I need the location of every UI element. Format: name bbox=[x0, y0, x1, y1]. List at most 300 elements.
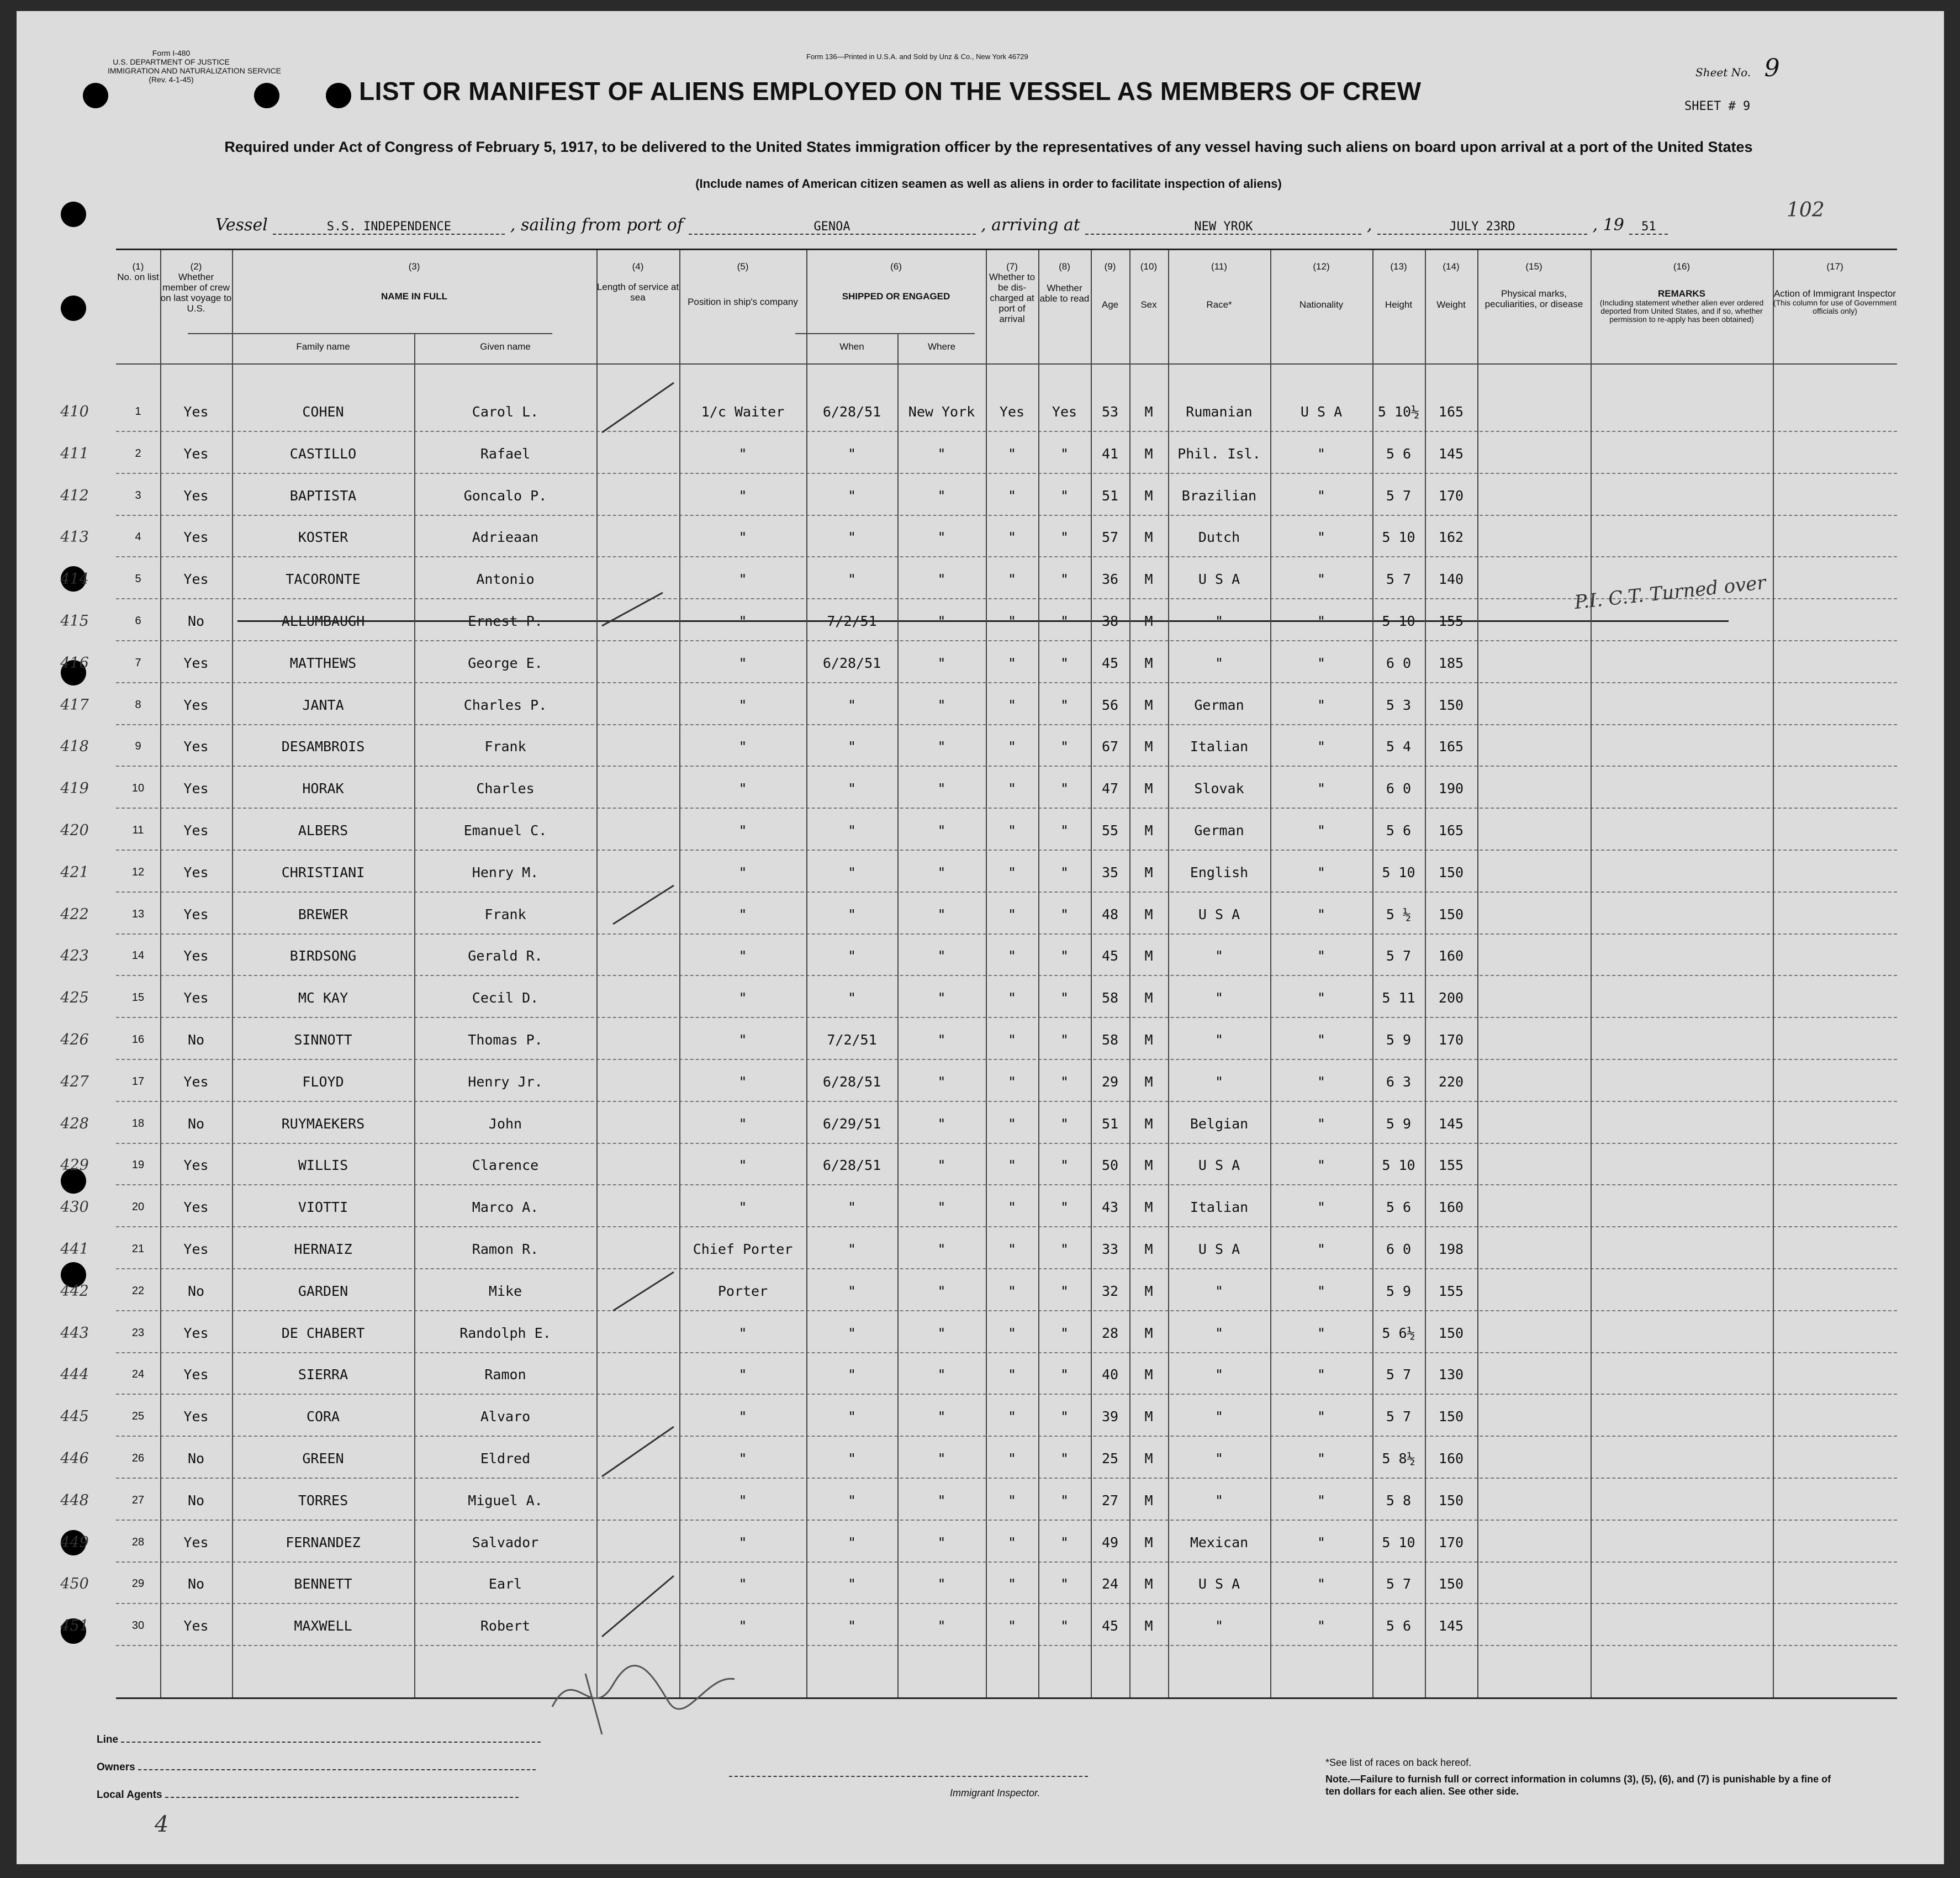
table-row bbox=[60, 852, 1897, 893]
row-number-cell: 5 bbox=[135, 573, 141, 585]
family-name-cell: COHEN bbox=[302, 404, 344, 420]
table-row bbox=[60, 810, 1897, 851]
row-rule bbox=[116, 1562, 1897, 1563]
row-rule bbox=[116, 1645, 1897, 1646]
sex-cell: M bbox=[1144, 571, 1153, 588]
table-row bbox=[60, 1186, 1897, 1228]
table-row bbox=[60, 391, 1897, 432]
last-voyage-cell: Yes bbox=[183, 1618, 209, 1634]
sex-cell: M bbox=[1144, 990, 1153, 1006]
position-cell: Porter bbox=[717, 1283, 768, 1299]
handwritten-signature bbox=[541, 1640, 751, 1751]
position-cell: " bbox=[738, 1618, 747, 1634]
race-cell: " bbox=[1214, 1450, 1224, 1466]
shipped-where-cell: " bbox=[937, 1241, 946, 1257]
able-to-read-cell: " bbox=[1060, 1450, 1069, 1466]
height-cell: 5 10 bbox=[1382, 529, 1415, 546]
sheet-stamp: SHEET # 9 bbox=[1684, 99, 1751, 113]
discharged-cell: " bbox=[1007, 571, 1017, 588]
row-rule bbox=[116, 640, 1897, 641]
table-row bbox=[60, 475, 1897, 516]
last-voyage-cell: No bbox=[187, 613, 205, 629]
margin-list-number: 441 bbox=[60, 1241, 89, 1258]
given-name-cell: Miguel A. bbox=[468, 1492, 543, 1508]
revision: (Rev. 4-1-45) bbox=[149, 75, 194, 84]
given-name-cell: Charles bbox=[476, 780, 535, 797]
shipped-where-cell: " bbox=[937, 780, 946, 797]
race-cell: Mexican bbox=[1190, 1534, 1249, 1550]
shipped-where-cell: " bbox=[937, 697, 946, 713]
family-name-cell: ALBERS bbox=[298, 822, 348, 838]
col-header-3-given: Given name bbox=[480, 341, 531, 352]
punch-hole bbox=[83, 83, 108, 108]
race-cell: Dutch bbox=[1198, 529, 1240, 546]
position-cell: " bbox=[738, 487, 747, 504]
race-cell: " bbox=[1214, 1325, 1224, 1341]
weight-cell: 150 bbox=[1438, 1408, 1464, 1425]
row-rule bbox=[116, 1310, 1897, 1311]
position-cell: 1/c Waiter bbox=[701, 404, 785, 420]
able-to-read-cell: " bbox=[1060, 906, 1069, 922]
weight-cell: 155 bbox=[1438, 613, 1464, 629]
able-to-read-cell: " bbox=[1060, 948, 1069, 964]
last-voyage-cell: Yes bbox=[183, 1157, 209, 1174]
shipped-when-cell: " bbox=[847, 1450, 857, 1466]
race-cell: German bbox=[1194, 697, 1244, 713]
family-name-cell: BIRDSONG bbox=[289, 948, 357, 964]
height-cell: 5 10 bbox=[1382, 1157, 1415, 1174]
col-header-6: (6) SHIPPED OR ENGAGED bbox=[842, 261, 950, 302]
position-cell: " bbox=[738, 990, 747, 1006]
handwritten-remark: P.I. C.T. Turned over bbox=[1573, 571, 1767, 614]
position-cell: " bbox=[738, 780, 747, 797]
age-cell: 38 bbox=[1101, 613, 1119, 629]
able-to-read-cell: Yes bbox=[1052, 404, 1077, 420]
given-name-cell: Salvador bbox=[472, 1534, 539, 1550]
sex-cell: M bbox=[1144, 613, 1153, 629]
sex-cell: M bbox=[1144, 404, 1153, 420]
last-voyage-cell: Yes bbox=[183, 1367, 209, 1383]
nationality-cell: " bbox=[1317, 487, 1326, 504]
column-rule bbox=[897, 333, 899, 1697]
nationality-cell: " bbox=[1317, 780, 1326, 797]
discharged-cell: " bbox=[1007, 1115, 1017, 1132]
given-name-cell: Gerald R. bbox=[468, 948, 543, 964]
age-cell: 45 bbox=[1101, 655, 1119, 671]
age-cell: 28 bbox=[1101, 1325, 1119, 1341]
row-rule bbox=[116, 1101, 1897, 1102]
given-name-cell: Cecil D. bbox=[472, 990, 539, 1006]
row-number-cell: 13 bbox=[131, 908, 145, 920]
shipped-where-cell: " bbox=[937, 1157, 946, 1174]
given-name-cell: Frank bbox=[484, 738, 526, 755]
sex-cell: M bbox=[1144, 738, 1153, 755]
sex-cell: M bbox=[1144, 1032, 1153, 1048]
shipped-when-cell: " bbox=[847, 697, 857, 713]
shipped-when-cell: " bbox=[847, 487, 857, 504]
table-row bbox=[60, 935, 1897, 977]
height-cell: 5 6½ bbox=[1382, 1325, 1415, 1341]
discharged-cell: " bbox=[1007, 1157, 1017, 1174]
position-cell: " bbox=[738, 571, 747, 588]
able-to-read-cell: " bbox=[1060, 1283, 1069, 1299]
col-header-2: (2) Whether member of crew on last voyage to U.S. bbox=[160, 261, 232, 314]
race-cell: " bbox=[1214, 1032, 1224, 1048]
sex-cell: M bbox=[1144, 1283, 1153, 1299]
weight-cell: 165 bbox=[1438, 822, 1464, 838]
row-number-cell: 18 bbox=[131, 1117, 145, 1130]
weight-cell: 155 bbox=[1438, 1283, 1464, 1299]
row-number-cell: 20 bbox=[131, 1201, 145, 1214]
weight-cell: 198 bbox=[1438, 1241, 1464, 1257]
shipped-where-cell: " bbox=[937, 1367, 946, 1383]
discharged-cell: " bbox=[1007, 1032, 1017, 1048]
height-cell: 6 0 bbox=[1386, 1241, 1412, 1257]
penalty-note: Note.—Failure to furnish full or correct information in columns (3), (5), (6), and (7) is punishable by a fine of ten dollars for each alien. See other side. bbox=[1325, 1774, 1831, 1797]
service: IMMIGRATION AND NATURALIZATION SERVICE bbox=[108, 66, 281, 75]
weight-cell: 170 bbox=[1438, 487, 1464, 504]
discharged-cell: " bbox=[1007, 1534, 1017, 1550]
sheet-number bbox=[1695, 54, 1780, 82]
inspector-label: Immigrant Inspector. bbox=[950, 1787, 1040, 1798]
footer-line bbox=[97, 1732, 541, 1746]
column-rule bbox=[1270, 250, 1271, 1697]
row-number-cell: 8 bbox=[135, 698, 141, 711]
shipped-where-cell: New York bbox=[908, 404, 975, 420]
row-number-cell: 29 bbox=[131, 1578, 145, 1590]
weight-cell: 130 bbox=[1438, 1367, 1464, 1383]
age-cell: 58 bbox=[1101, 1032, 1119, 1048]
shipped-where-cell: " bbox=[937, 738, 946, 755]
sex-cell: M bbox=[1144, 1618, 1153, 1634]
margin-list-number: 444 bbox=[60, 1366, 89, 1384]
shipped-where-cell: " bbox=[937, 1199, 946, 1216]
column-rule bbox=[1129, 250, 1130, 1697]
shipped-where-cell: " bbox=[937, 1576, 946, 1592]
margin-list-number: 411 bbox=[60, 445, 89, 462]
row-rule bbox=[116, 1143, 1897, 1144]
given-name-cell: Earl bbox=[488, 1576, 522, 1592]
discharged-cell: " bbox=[1007, 1450, 1017, 1466]
row-number-cell: 19 bbox=[131, 1159, 145, 1172]
row-number-cell: 11 bbox=[132, 824, 144, 836]
shipped-where-cell: " bbox=[937, 1492, 946, 1508]
sex-cell: M bbox=[1144, 906, 1153, 922]
discharged-cell: " bbox=[1007, 1199, 1017, 1216]
table-row bbox=[60, 1228, 1897, 1270]
row-rule bbox=[116, 431, 1897, 432]
table-row bbox=[60, 684, 1897, 726]
sex-cell: M bbox=[1144, 1199, 1153, 1216]
row-number-cell: 12 bbox=[131, 866, 145, 878]
row-number-cell: 22 bbox=[131, 1284, 145, 1297]
age-cell: 43 bbox=[1101, 1199, 1119, 1216]
printer-line: Form 136—Printed in U.S.A. and Sold by Unz & Co., New York 46729 bbox=[806, 52, 1028, 61]
given-name-cell: Charles P. bbox=[463, 697, 547, 713]
family-name-cell: TORRES bbox=[298, 1492, 348, 1508]
weight-cell: 145 bbox=[1438, 445, 1464, 462]
shipped-when-cell: " bbox=[847, 529, 857, 546]
position-cell: " bbox=[738, 738, 747, 755]
race-cell: Italian bbox=[1190, 1199, 1249, 1216]
nationality-cell: " bbox=[1317, 1450, 1326, 1466]
family-name-cell: BAPTISTA bbox=[289, 487, 357, 504]
name-subheader-divider bbox=[188, 333, 552, 334]
race-cell: English bbox=[1190, 864, 1249, 880]
race-cell: " bbox=[1214, 1408, 1224, 1425]
col-header-4: (4) Length of service at sea bbox=[596, 261, 679, 303]
nationality-cell: " bbox=[1317, 822, 1326, 838]
family-name-cell: MATTHEWS bbox=[289, 655, 357, 671]
able-to-read-cell: " bbox=[1060, 738, 1069, 755]
height-cell: 5 7 bbox=[1386, 948, 1412, 964]
row-number-cell: 23 bbox=[131, 1326, 145, 1339]
discharged-cell: " bbox=[1007, 487, 1017, 504]
col-header-14: (14) Weight bbox=[1436, 261, 1466, 310]
arrival-port: NEW YROK bbox=[1085, 220, 1361, 235]
weight-cell: 220 bbox=[1438, 1073, 1464, 1090]
col-header-7: (7) Whether to be dis-charged at port of arrival bbox=[989, 261, 1036, 324]
age-cell: 53 bbox=[1101, 404, 1119, 420]
table-row bbox=[60, 1522, 1897, 1563]
family-name-cell: SIERRA bbox=[298, 1367, 348, 1383]
table-row bbox=[60, 1605, 1897, 1647]
able-to-read-cell: " bbox=[1060, 1199, 1069, 1216]
shipped-where-cell: " bbox=[937, 948, 946, 964]
weight-cell: 145 bbox=[1438, 1115, 1464, 1132]
margin-list-number: 446 bbox=[60, 1450, 89, 1467]
given-name-cell: Robert bbox=[480, 1618, 531, 1634]
nationality-cell: " bbox=[1317, 1157, 1326, 1174]
sex-cell: M bbox=[1144, 1325, 1153, 1341]
row-number-cell: 10 bbox=[131, 782, 145, 795]
height-cell: 6 0 bbox=[1386, 780, 1412, 797]
age-cell: 35 bbox=[1101, 864, 1119, 880]
shipped-when-cell: 6/28/51 bbox=[822, 1157, 881, 1174]
table-row bbox=[60, 1354, 1897, 1395]
sex-cell: M bbox=[1144, 1576, 1153, 1592]
discharged-cell: " bbox=[1007, 780, 1017, 797]
position-cell: " bbox=[738, 1032, 747, 1048]
discharged-cell: " bbox=[1007, 1241, 1017, 1257]
strike-line bbox=[237, 620, 1729, 622]
inspector-signature-line bbox=[729, 1776, 1088, 1777]
shipped-when-cell: " bbox=[847, 445, 857, 462]
last-voyage-cell: Yes bbox=[183, 1408, 209, 1425]
footer-owners bbox=[97, 1759, 536, 1774]
nationality-cell: " bbox=[1317, 1199, 1326, 1216]
last-voyage-cell: Yes bbox=[183, 404, 209, 420]
weight-cell: 165 bbox=[1438, 738, 1464, 755]
last-voyage-cell: Yes bbox=[183, 1241, 209, 1257]
column-rule bbox=[596, 250, 598, 1697]
arrival-year: 51 bbox=[1629, 220, 1668, 235]
table-row bbox=[60, 768, 1897, 809]
shipped-where-cell: " bbox=[937, 1450, 946, 1466]
able-to-read-cell: " bbox=[1060, 1492, 1069, 1508]
punch-hole bbox=[326, 83, 351, 108]
race-cell: Belgian bbox=[1190, 1115, 1249, 1132]
nationality-cell: " bbox=[1317, 864, 1326, 880]
table-row bbox=[60, 1438, 1897, 1479]
column-rule bbox=[1168, 250, 1169, 1697]
shipped-where-cell: " bbox=[937, 571, 946, 588]
family-name-cell: MC KAY bbox=[298, 990, 348, 1006]
age-cell: 47 bbox=[1101, 780, 1119, 797]
given-name-cell: Antonio bbox=[476, 571, 535, 588]
document-subtitle: Required under Act of Congress of February 5, 1917, to be delivered to the United States immigration officer by the representatives of any vessel having such aliens on board upon arrival at a port of the United States bbox=[224, 139, 1753, 155]
sex-cell: M bbox=[1144, 1241, 1153, 1257]
margin-list-number: 428 bbox=[60, 1115, 89, 1132]
race-cell: Brazilian bbox=[1181, 487, 1257, 504]
family-name-cell: CHRISTIANI bbox=[281, 864, 365, 880]
discharged-cell: " bbox=[1007, 738, 1017, 755]
shipped-where-cell: " bbox=[937, 864, 946, 880]
table-row bbox=[60, 516, 1897, 558]
race-cell: " bbox=[1214, 1618, 1224, 1634]
position-cell: " bbox=[738, 445, 747, 462]
last-voyage-cell: No bbox=[187, 1576, 205, 1592]
margin-list-number: 449 bbox=[60, 1533, 89, 1551]
age-cell: 25 bbox=[1101, 1450, 1119, 1466]
shipped-when-cell: " bbox=[847, 1576, 857, 1592]
family-name-cell: CASTILLO bbox=[289, 445, 357, 462]
row-number-cell: 25 bbox=[131, 1410, 145, 1423]
nationality-cell: " bbox=[1317, 1618, 1326, 1634]
row-number-cell: 7 bbox=[135, 656, 141, 669]
position-cell: Chief Porter bbox=[693, 1241, 793, 1257]
weight-cell: 150 bbox=[1438, 864, 1464, 880]
row-number-cell: 27 bbox=[131, 1494, 145, 1506]
family-name-cell: VIOTTI bbox=[298, 1199, 348, 1216]
able-to-read-cell: " bbox=[1060, 1618, 1069, 1634]
col-header-5: (5) Position in ship's company bbox=[688, 261, 798, 307]
footer-agents bbox=[97, 1787, 519, 1801]
given-name-cell: Eldred bbox=[480, 1450, 531, 1466]
row-rule bbox=[116, 933, 1897, 935]
nationality-cell: " bbox=[1317, 1115, 1326, 1132]
given-name-cell: Ramon R. bbox=[472, 1241, 539, 1257]
col-header-12: (12) Nationality bbox=[1299, 261, 1344, 310]
table-row bbox=[60, 642, 1897, 684]
given-name-cell: George E. bbox=[468, 655, 543, 671]
margin-list-number: 421 bbox=[60, 863, 89, 881]
able-to-read-cell: " bbox=[1060, 1032, 1069, 1048]
family-name-cell: CORA bbox=[306, 1408, 340, 1425]
given-name-cell: Ramon bbox=[484, 1367, 526, 1383]
shipped-when-cell: " bbox=[847, 1241, 857, 1257]
position-cell: " bbox=[738, 1534, 747, 1550]
age-cell: 32 bbox=[1101, 1283, 1119, 1299]
age-cell: 58 bbox=[1101, 990, 1119, 1006]
shipped-where-cell: " bbox=[937, 1073, 946, 1090]
row-rule bbox=[116, 1226, 1897, 1227]
sex-cell: M bbox=[1144, 1534, 1153, 1550]
table-row bbox=[60, 1480, 1897, 1521]
shipped-when-cell: 6/29/51 bbox=[822, 1115, 881, 1132]
family-name-cell: FERNANDEZ bbox=[286, 1534, 361, 1550]
race-cell: " bbox=[1214, 990, 1224, 1006]
margin-list-number: 426 bbox=[60, 1031, 89, 1048]
race-cell: U S A bbox=[1198, 571, 1240, 588]
weight-cell: 150 bbox=[1438, 1492, 1464, 1508]
race-cell: Rumanian bbox=[1186, 404, 1253, 420]
age-cell: 67 bbox=[1101, 738, 1119, 755]
age-cell: 36 bbox=[1101, 571, 1119, 588]
family-name-cell: MAXWELL bbox=[294, 1618, 352, 1634]
height-cell: 5 11 bbox=[1382, 990, 1415, 1006]
row-number-cell: 9 bbox=[135, 740, 141, 753]
column-rule bbox=[1591, 250, 1592, 1697]
height-cell: 5 9 bbox=[1386, 1115, 1412, 1132]
row-number-cell: 2 bbox=[135, 447, 141, 460]
row-number-cell: 26 bbox=[131, 1452, 145, 1464]
sheet-number-label: Sheet No. bbox=[1695, 66, 1751, 79]
col-header-8: (8) Whether able to read bbox=[1039, 261, 1090, 304]
departure-port: GENOA bbox=[689, 220, 976, 235]
shipped-subheader-divider bbox=[795, 333, 975, 334]
footer-agents-label: Local Agents bbox=[97, 1789, 162, 1801]
race-cell: " bbox=[1214, 655, 1224, 671]
family-name-cell: RUYMAEKERS bbox=[281, 1115, 365, 1132]
row-number-cell: 24 bbox=[131, 1368, 145, 1381]
discharged-cell: " bbox=[1007, 655, 1017, 671]
age-cell: 55 bbox=[1101, 822, 1119, 838]
family-name-cell: TACORONTE bbox=[286, 571, 361, 588]
position-cell: " bbox=[738, 1492, 747, 1508]
given-name-cell: Henry Jr. bbox=[468, 1073, 543, 1090]
punch-hole bbox=[61, 296, 86, 321]
position-cell: " bbox=[738, 1157, 747, 1174]
col-header-17: (17) Action of Immigrant Inspector (This column for use of Government officials only) bbox=[1773, 261, 1897, 315]
height-cell: 5 6 bbox=[1386, 822, 1412, 838]
col-header-10: (10) Sex bbox=[1140, 261, 1158, 310]
last-voyage-cell: No bbox=[187, 1492, 205, 1508]
discharged-cell: " bbox=[1007, 1073, 1017, 1090]
margin-list-number: 415 bbox=[60, 613, 89, 630]
arrival-date: JULY 23RD bbox=[1377, 220, 1587, 235]
punch-hole bbox=[61, 202, 86, 227]
nationality-cell: " bbox=[1317, 738, 1326, 755]
margin-list-number: 450 bbox=[60, 1575, 89, 1593]
given-name-cell: Ernest P. bbox=[468, 613, 543, 629]
col-header-3: (3) NAME IN FULL bbox=[381, 261, 447, 302]
document-subtitle-2: (Include names of American citizen seamen as well as aliens in order to facilitate inspection of aliens) bbox=[695, 177, 1282, 191]
margin-list-number: 443 bbox=[60, 1324, 89, 1342]
given-name-cell: John bbox=[488, 1115, 522, 1132]
discharged-cell: " bbox=[1007, 822, 1017, 838]
race-cell: " bbox=[1214, 1367, 1224, 1383]
table-row bbox=[60, 977, 1897, 1019]
row-rule bbox=[116, 975, 1897, 976]
year-prefix: , 19 bbox=[1592, 215, 1624, 235]
column-rule bbox=[679, 250, 680, 1697]
weight-cell: 160 bbox=[1438, 1450, 1464, 1466]
row-rule bbox=[116, 1394, 1897, 1395]
discharged-cell: " bbox=[1007, 529, 1017, 546]
nationality-cell: " bbox=[1317, 1241, 1326, 1257]
shipped-where-cell: " bbox=[937, 906, 946, 922]
shipped-where-cell: " bbox=[937, 613, 946, 629]
row-number-cell: 21 bbox=[131, 1243, 145, 1255]
sex-cell: M bbox=[1144, 780, 1153, 797]
position-cell: " bbox=[738, 906, 747, 922]
col-header-6-when: When bbox=[839, 341, 864, 352]
nationality-cell: " bbox=[1317, 613, 1326, 629]
table-row bbox=[60, 1103, 1897, 1144]
nationality-cell: " bbox=[1317, 529, 1326, 546]
discharged-cell: " bbox=[1007, 697, 1017, 713]
